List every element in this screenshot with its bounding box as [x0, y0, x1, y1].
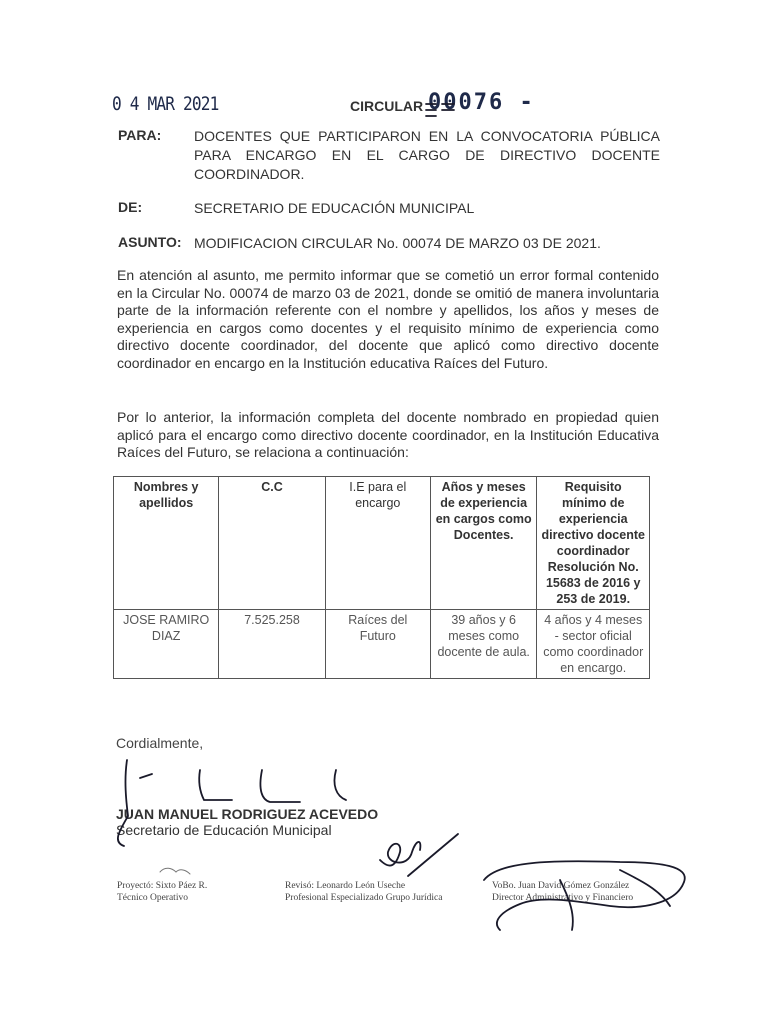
header-experiencia: Años y meses de experiencia en cargos como Docentes.: [430, 477, 537, 610]
proyecto-initials: [160, 868, 190, 874]
para-label: PARA:: [118, 127, 162, 143]
table-header-row: [114, 477, 650, 610]
header-requisito: Requisito mínimo de experiencia directivo docente coordinador Resolución No. 15683 de 2016 y 253 de 2019.: [537, 477, 650, 610]
signer-name: JUAN MANUEL RODRIGUEZ ACEVEDO: [116, 806, 379, 822]
proyecto-name: Proyectó: Sixto Páez R.: [117, 881, 208, 891]
cell-ie: Raíces del Futuro: [325, 610, 430, 679]
date-stamp: 0 4 MAR 2021: [112, 93, 219, 115]
header-nombres: Nombres y apellidos: [114, 477, 219, 610]
vobo-role: Director Administrativo y Financiero: [492, 893, 634, 903]
asunto-value: MODIFICACION CIRCULAR No. 00074 DE MARZO 03 DE 2021.: [194, 235, 601, 251]
cell-experiencia: 39 años y 6 meses como docente de aula.: [430, 610, 537, 679]
reviso-role: Profesional Especializado Grupo Jurídica: [285, 893, 443, 903]
body-paragraph-2: Por lo anterior, la información completa del docente nombrado en propiedad quien aplicó para el encargo como directivo docente coordinador, en la Institución Educativa Raíces del Futuro, se relaciona a continuación:: [117, 409, 659, 460]
header-ie: I.E para el encargo: [325, 477, 430, 610]
asunto-label: ASUNTO:: [118, 234, 182, 250]
body-paragraph-1: En atención al asunto, me permito informar que se cometió un error formal contenido en la Circular No. 00074 de marzo 03 de 2021, donde se omitió de manera involuntaria parte de la información referente con el nombre y apellidos, los años y meses de experiencia en cargos como docentes y el requisito mínimo de experiencia como directivo docente coordinador, del docente que aplicó como directivo docente coordinador en encargo en la Institución educativa Raíces del Futuro.: [117, 267, 659, 371]
de-label: DE:: [118, 199, 143, 215]
proyecto-block: [117, 880, 207, 904]
vobo-block: [492, 880, 633, 904]
experience-table: [113, 476, 650, 679]
cell-cc: 7.525.258: [219, 610, 325, 679]
circular-label: CIRCULAR: [350, 98, 424, 114]
cell-nombre: JOSE RAMIRO DIAZ: [114, 610, 219, 679]
proyecto-role: Técnico Operativo: [117, 893, 188, 903]
reviso-signature-slash: [408, 834, 458, 876]
main-signature-stroke-5: [334, 770, 346, 800]
table-row: [114, 610, 650, 679]
para-value: DOCENTES QUE PARTICIPARON EN LA CONVOCATORIA PÚBLICA PARA ENCARGO EN EL CARGO DE DIRECTIVO DOCENTE COORDINADOR.: [194, 128, 660, 182]
salutation: Cordialmente,: [116, 735, 204, 751]
signer-title: Secretario de Educación Municipal: [116, 822, 332, 838]
main-signature-stroke-4: [260, 770, 300, 802]
main-signature-stroke-3: [199, 770, 232, 800]
reviso-signature: [380, 842, 420, 866]
header-cc: C.C: [219, 477, 325, 610]
cell-requisito: 4 años y 4 meses - sector oficial como coordinador en encargo.: [537, 610, 650, 679]
circular-number: 00076 -: [428, 90, 535, 115]
reviso-block: [285, 880, 443, 904]
vobo-name: VoBo. Juan David Gómez González: [492, 881, 630, 891]
de-value: SECRETARIO DE EDUCACIÓN MUNICIPAL: [194, 200, 475, 216]
reviso-name: Revisó: Leonardo León Useche: [285, 881, 406, 891]
main-signature-stroke-2: [140, 774, 152, 778]
